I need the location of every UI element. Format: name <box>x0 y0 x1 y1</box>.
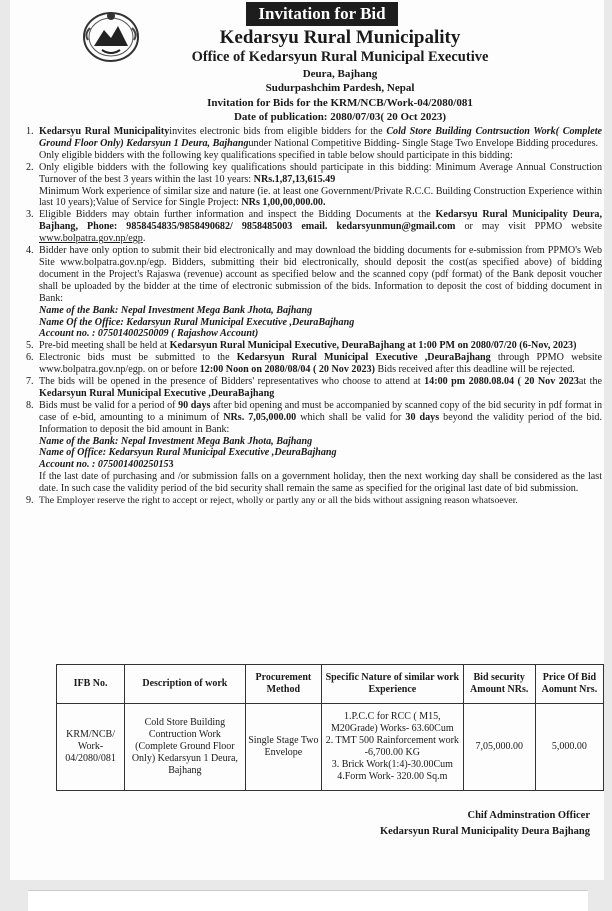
table-header-row <box>57 665 604 704</box>
clause-number: 8. <box>26 399 34 411</box>
province: Sudurpashchim Pardesh, Nepal <box>265 82 415 94</box>
municipality-title: Kedarsyu Rural Municipality <box>219 27 461 48</box>
bid-security-amount: 7,05,000.00 <box>463 704 535 791</box>
clause-text: . <box>142 233 146 245</box>
clause-text: 90 days <box>178 399 211 411</box>
work-description: Cold Store Building Contruction Work (Complete Ground Floor Only) Kedarsyun 1 Deura, Bajhang <box>125 704 246 791</box>
clause-number: 4. <box>26 245 34 257</box>
table-header: IFB No. <box>57 665 125 704</box>
office-name: Name Of the Office: Kedarsyun Rural Municipal Executive ,DeuraBajhang <box>39 316 355 328</box>
clause-text: Kedarsyu Rural Municipality <box>39 126 170 137</box>
clause-9 <box>26 495 602 507</box>
clause-text: Electronic bids must be submitted to the <box>39 352 230 364</box>
table-header: Price Of Bid Aomunt Nrs. <box>535 665 603 704</box>
clause-text: through PPMO website www.bolpatra.gov.np/egp. on or before <box>39 352 602 376</box>
address: Deura, Bajhang <box>302 68 378 80</box>
experience-line: 3. Brick Work(1:4)-30.00Cum <box>331 759 453 770</box>
next-page-edge <box>28 890 588 911</box>
office-name: Name of Office: Kedarsyun Rural Municipal Executive ,DeuraBajhang <box>39 447 337 459</box>
notice-banner: Invitation for Bid <box>246 2 398 26</box>
clause-text: 30 days <box>405 411 440 423</box>
clause-text: invites electronic bids from eligible bidders for the <box>169 126 383 137</box>
clause-text: Kedarsyun Rural Municipal Executive ,DeuraBajhang <box>39 387 275 399</box>
clause-7 <box>26 376 602 400</box>
clause-text: Kedarsyun Rural Municipal Executive, DeuraBajhang at 1:00 PM on 2080/07/20 (6-Nov, 2023) <box>169 340 577 352</box>
clause-number: 6. <box>26 352 34 364</box>
clause-text: Bids received after this deadline will be rejected. <box>377 364 575 376</box>
invitation-ref: Invitation for Bids for the KRM/NCB/Work-04/2080/081 <box>207 97 473 109</box>
table-header: Specific Nature of similar work Experience <box>322 665 463 704</box>
clause-text: under National Competitive Bidding- Single Stage Two Envelope Bidding procedures. <box>248 137 599 149</box>
experience-line: 4.Form Work- 320.00 Sq.m <box>337 771 448 782</box>
clause-text: Bidder have only option to submit their bid electronically and may download the bidding documents for e-submission from PPMO's Web Site www.bolpatra.gov.np/egp. Bidders, submitting their bid electronically, should deposit the cost(as specified above) of bidding document in the Project's Rajaswa (revenue) account as specified below and the scanned copy (pdf format) of the Bank deposit voucher shall be uploaded by the bidder at the time of electronic submission of the bids. Information to deposit the cost of bidding document in Bank: <box>39 245 602 304</box>
clause-number: 3. <box>26 209 34 221</box>
clause-text: NRs. 7,05,000.00 <box>223 411 297 423</box>
clause-text: NRs 1,00,00,000.00. <box>241 197 326 209</box>
table-header: Bid security Amount NRs. <box>463 665 535 704</box>
clause-text: Minimum Work experience of similar size and nature (ie. at least one Government/Private R.C.C. Building Construction Experience within last 10 years);Value of Service for Single Project: <box>39 185 602 209</box>
publication-date: Date of publication: 2080/07/03( 20 Oct 2023) <box>233 111 447 123</box>
account-number: Account no. : 07500140025015 <box>39 459 169 471</box>
signature-org: Kedarsyun Rural Municipality Deura Bajhang <box>379 826 590 837</box>
clause-1 <box>26 126 602 162</box>
clause-text: NRs.1,87,13,615.49 <box>253 173 336 185</box>
notice-body <box>26 126 602 507</box>
clause-3 <box>26 209 602 245</box>
clause-text: The Employer reserve the right to accept or reject, wholly or partly any or all the bids without assigning reason whatsoever. <box>39 495 518 507</box>
clause-2 <box>26 162 602 210</box>
clause-text: Kedarsyu Rural Municipality Deura, Bajhang, Phone: 9858454835/9858490682/ 9858485003 email. kedarsyunmun@gmail.com <box>39 209 603 233</box>
clause-number: 7. <box>26 376 34 388</box>
clause-text: which shall be valid for <box>300 411 402 423</box>
clause-4 <box>26 245 602 340</box>
table-row <box>57 704 604 791</box>
bank-name: Name of the Bank: Nepal Investment Mega Bank Jhota, Bajhang <box>39 435 313 447</box>
clause-5 <box>26 340 602 352</box>
work-experience <box>322 704 463 791</box>
ifb-number: KRM/NCB/ Work-04/2080/081 <box>57 704 125 791</box>
clause-text: 14:00 pm 2080.08.04 ( 20 Nov 2023 <box>424 376 579 388</box>
signature-title: Chif Adminstration Officer <box>467 810 590 821</box>
clause-text: or may visit PPMO website <box>464 221 602 233</box>
notice-page <box>10 0 604 880</box>
clause-text: The bids will be opened in the presence of Bidders' representatives who choose to attend at <box>39 376 421 388</box>
table-header: Description of work <box>125 665 246 704</box>
clause-number: 5. <box>26 340 34 352</box>
clause-6 <box>26 352 602 376</box>
clause-text: at the <box>578 376 602 388</box>
nepal-emblem-icon <box>80 4 142 66</box>
clause-number: 2. <box>26 161 34 173</box>
bid-document-price: 5,000.00 <box>535 704 603 791</box>
procurement-method: Single Stage Two Envelope <box>245 704 321 791</box>
ppmo-link[interactable]: www.bolpatra.gov.np/egp <box>39 233 143 245</box>
experience-line: 1.P.C.C for RCC ( M15, M20Grade) Works- 63.60Cum <box>331 711 454 734</box>
clause-8 <box>26 400 602 495</box>
clause-text: Eligible Bidders may obtain further information and inspect the Bidding Documents at the <box>39 209 431 221</box>
clause-text: If the last date of purchasing and /or submission falls on a government holiday, then the next working day shall be considered as the last date. In such case the validity period of the bid security shall remain the same as specified for the original last date of bid submission. <box>39 471 602 495</box>
account-number: Account no. : 07501400250009 ( Rajashow Account) <box>39 328 259 340</box>
clause-text: Bids must be valid for a period of <box>39 399 176 411</box>
clause-text: Cold Store Building Contrsuction Work( Complete Ground Floor Only) Kedarsyun 1 Deura, Bajhang <box>39 126 602 149</box>
clause-text: Only eligible bidders with the following key qualifications specified in table below should participate in this bidding: <box>39 149 513 161</box>
table-header: Procurement Method <box>245 665 321 704</box>
clause-number: 9. <box>26 495 34 507</box>
clause-text: Kedarsyun Rural Municipal Executive ,DeuraBajhang <box>236 352 491 364</box>
bid-table <box>56 664 604 791</box>
office-title: Office of Kedarsyun Rural Municipal Executive <box>191 49 489 65</box>
clause-text: beyond the validity period of the bid. Information to deposit the bid amount in Bank: <box>39 411 602 435</box>
bank-name: Name of the Bank: Nepal Investment Mega Bank Jhota, Bajhang <box>39 304 313 316</box>
clause-text: after bid opening and must be accompanied by scanned copy of the bid security in pdf format in case of e-bid, amounting to a minimum of <box>39 399 603 423</box>
clause-text: 12:00 Noon on 2080/08/04 ( 20 Nov 2023) <box>199 364 375 376</box>
clause-number: 1. <box>26 126 34 137</box>
clause-text: Only eligible bidders with the following key qualifications should participate in this bidding: Minimum Average Annual Construction Turnover of the best 3 years within the last 10 years: <box>39 161 602 185</box>
account-number: 3 <box>168 459 174 471</box>
experience-line: 2. TMT 500 Rainforcement work -6,700.00 KG <box>325 735 459 758</box>
clause-text: Pre-bid meeting shall be held at <box>39 340 168 352</box>
